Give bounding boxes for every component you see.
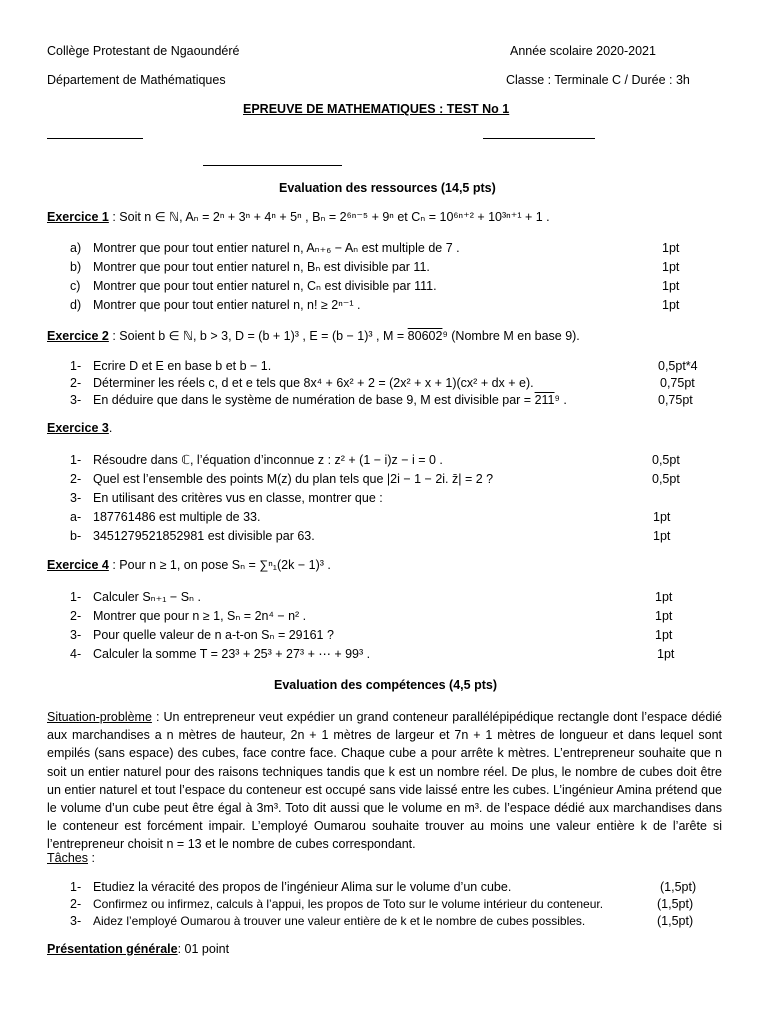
item-number: 1- (70, 359, 82, 373)
item-text: Confirmez ou infirmez, calculs à l’appui, les propos de Toto sur le volume intérieur du conteneur. (93, 897, 604, 911)
item-text: Montrer que pour tout entier naturel n, n! ≥ 2ⁿ⁻¹ . (93, 298, 361, 312)
item-points: 1pt (655, 609, 673, 623)
item-number: d) (70, 298, 82, 312)
tasks-heading (47, 851, 95, 866)
item-text: Montrer que pour tout entier naturel n, Bₙ est divisible par 11. (93, 260, 430, 274)
item-points: (1,5pt) (657, 897, 694, 911)
exercise-2-text-end: ⁹ (Nombre M en base 9). (442, 329, 580, 343)
item-text: En utilisant des critères vus en classe, montrer que : (93, 491, 383, 505)
item-text: Pour quelle valeur de n a-t-on Sₙ = 29161 ? (93, 628, 334, 642)
item-number: 1- (70, 453, 82, 467)
item-number: 2- (70, 897, 82, 911)
item-number: 2- (70, 609, 82, 623)
situation-label: Situation-problème (47, 710, 152, 724)
item-number: 3- (70, 393, 82, 407)
section-competences-title: Evaluation des compétences (4,5 pts) (274, 678, 497, 692)
exercise-4-text: : Pour n ≥ 1, on pose Sₙ = ∑ⁿ₁(2k − 1)³ . (108, 558, 331, 572)
item-text: Calculer Sₙ₊₁ − Sₙ . (93, 590, 201, 604)
school-year: Année scolaire 2020-2021 (510, 44, 656, 58)
exercise-2-label: Exercice 2 (47, 329, 109, 343)
item-text: Montrer que pour tout entier naturel n, Aₙ₊₆ − Aₙ est multiple de 7 . (93, 241, 460, 255)
presentation-line (47, 942, 229, 957)
item-text-number: 211 (534, 393, 555, 407)
item-number: b- (70, 529, 82, 543)
exercise-2-text: : Soient b ∈ ℕ, b > 3, D = (b + 1)³ , E = (b − 1)³ , M = (108, 329, 408, 343)
tasks-suffix: : (88, 851, 95, 865)
item-number: 2- (70, 376, 82, 390)
presentation-text: : 01 point (177, 942, 230, 956)
presentation-label: Présentation générale (47, 942, 178, 956)
item-text (93, 393, 567, 408)
item-text: Déterminer les réels c, d et e tels que 8x⁴ + 6x² + 2 = (2x² + x + 1)(cx² + dx + e). (93, 376, 534, 390)
item-points: 0,5pt (652, 472, 680, 486)
divider-right (483, 138, 595, 139)
item-points: 0,5pt*4 (658, 359, 698, 373)
tasks-label: Tâches (47, 851, 88, 865)
item-number: a) (70, 241, 82, 255)
item-number: b) (70, 260, 82, 274)
item-number: 3- (70, 914, 82, 928)
exercise-4-statement (47, 558, 331, 573)
exercise-2-statement (47, 329, 580, 344)
department: Département de Mathématiques (47, 73, 226, 87)
section-ressources-title: Evaluation des ressources (14,5 pts) (279, 181, 496, 195)
item-text: Montrer que pour n ≥ 1, Sₙ = 2n⁴ − n² . (93, 609, 307, 623)
item-number: 3- (70, 491, 82, 505)
item-text: Aidez l’employé Oumarou à trouver une valeur entière de k et le nombre de cubes possibles. (93, 914, 586, 928)
exercise-2-number-m: 80602 (407, 329, 443, 343)
item-points: 1pt (662, 279, 680, 293)
item-points: 1pt (653, 510, 671, 524)
item-points: 0,5pt (652, 453, 680, 467)
exercise-1-statement (47, 210, 550, 225)
exercise-1-label: Exercice 1 (47, 210, 109, 224)
situation-problem (47, 708, 722, 854)
item-points: 1pt (662, 260, 680, 274)
item-points: 1pt (655, 628, 673, 642)
item-text: Etudiez la véracité des propos de l’ingénieur Alima sur le volume d’un cube. (93, 880, 512, 894)
item-number: c) (70, 279, 81, 293)
situation-text: : Un entrepreneur veut expédier un grand conteneur parallélépipédique rectangle dont l’espace dédié aux marchandises a n mètres de hauteur, 2n + 1 mètres de largeur et 7n + 1 mètres de longueur et dans lequel sont empilés (sans espace) des cubes, face contre face. Chaque cube a pour arrête k mètres. L’entrepreneur souhaite que n soit un entier naturel pour des raisons techniques tandis que k est un nombre réel. De plus, le nombre de cubes doit être un entier naturel et tout l’espace du conteneur est occupé sans vide laissé entre les cubes. L’ingénieur Amina prétend que le volume d’un cube peut être égal à 3m³. Toto dit aussi que le volume en m³. de l’espace dédié aux marchandises dans le conteneur est forcément impair. L’employé Oumarou souhaite trouver au moins une valeur entière k de l’arête si l’entrepreneur choisit n = 13 et le nombre de cubes correspondant. (47, 710, 722, 852)
item-text: Quel est l’ensemble des points M(z) du plan tels que |2i − 1 − 2i. z̄| = 2 ? (93, 472, 494, 486)
exercise-3-label: Exercice 3 (47, 421, 109, 435)
exercise-3-suffix: . (108, 421, 113, 435)
item-points: 1pt (653, 529, 671, 543)
exercise-1-text: : Soit n ∈ ℕ, Aₙ = 2ⁿ + 3ⁿ + 4ⁿ + 5ⁿ , Bₙ = 2⁶ⁿ⁻⁵ + 9ⁿ et Cₙ = 10⁶ⁿ⁺² + 10³ⁿ⁺¹ + 1 . (108, 210, 550, 224)
item-points: 1pt (662, 241, 680, 255)
page-title: EPREUVE DE MATHEMATIQUES : TEST No 1 (243, 102, 510, 116)
item-text: 3451279521852981 est divisible par 63. (93, 529, 315, 543)
item-text: Calculer la somme T = 23³ + 25³ + 27³ + ⋯ + 99³ . (93, 647, 371, 661)
item-number: 3- (70, 628, 82, 642)
item-number: 2- (70, 472, 82, 486)
divider-center (203, 165, 342, 166)
item-points: (1,5pt) (657, 914, 694, 928)
item-text: 187761486 est multiple de 33. (93, 510, 261, 524)
item-text: Montrer que pour tout entier naturel n, Cₙ est divisible par 111. (93, 279, 437, 293)
item-text-end: ⁹ . (554, 393, 567, 407)
item-number: a- (70, 510, 82, 524)
item-points: 1pt (662, 298, 680, 312)
item-points: 0,75pt (660, 376, 695, 390)
item-points: (1,5pt) (660, 880, 697, 894)
item-text: Ecrire D et E en base b et b − 1. (93, 359, 272, 373)
school-name: Collège Protestant de Ngaoundéré (47, 44, 240, 58)
item-text-start: En déduire que dans le système de numération de base 9, M est divisible par = (93, 393, 535, 407)
exercise-4-label: Exercice 4 (47, 558, 109, 572)
item-number: 1- (70, 590, 82, 604)
item-points: 0,75pt (658, 393, 693, 407)
item-points: 1pt (655, 590, 673, 604)
divider-left (47, 138, 143, 139)
item-number: 4- (70, 647, 82, 661)
class-duration: Classe : Terminale C / Durée : 3h (506, 73, 690, 87)
item-points: 1pt (657, 647, 675, 661)
item-number: 1- (70, 880, 82, 894)
exercise-3-statement (47, 421, 112, 436)
item-text: Résoudre dans ℂ, l’équation d’inconnue z : z² + (1 − i)z − i = 0 . (93, 453, 443, 467)
